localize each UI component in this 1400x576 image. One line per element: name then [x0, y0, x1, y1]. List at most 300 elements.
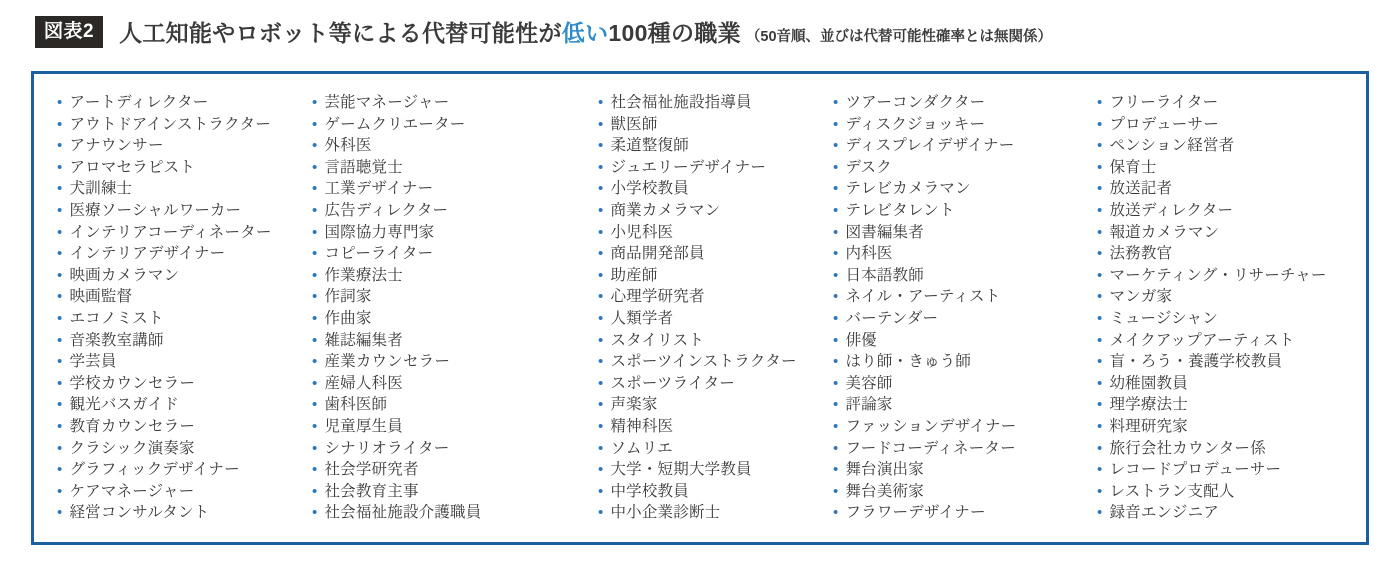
bullet-icon: •	[312, 158, 318, 176]
occupation-label: マンガ家	[1109, 288, 1173, 306]
occupation-item	[312, 416, 598, 438]
bullet-icon: •	[57, 353, 63, 371]
occupation-item	[312, 200, 598, 222]
occupation-label: 舞台演出家	[845, 461, 924, 479]
occupation-item	[598, 200, 833, 222]
bullet-icon: •	[598, 158, 604, 176]
bullet-icon: •	[598, 266, 604, 284]
occupation-item	[57, 308, 312, 330]
occupation-label: シナリオライター	[324, 439, 450, 457]
occupation-item	[833, 481, 1097, 503]
occupation-label: フラワーデザイナー	[845, 504, 986, 522]
occupation-label: ミュージシャン	[1109, 309, 1219, 327]
occupation-item	[312, 178, 598, 200]
bullet-icon: •	[1097, 461, 1103, 479]
occupation-label: 柔道整復師	[610, 137, 689, 155]
bullet-icon: •	[598, 417, 604, 435]
occupation-item	[57, 373, 312, 395]
bullet-icon: •	[598, 288, 604, 306]
occupation-item	[833, 200, 1097, 222]
bullet-icon: •	[57, 439, 63, 457]
occupation-item	[57, 243, 312, 265]
bullet-icon: •	[1097, 504, 1103, 522]
occupation-label: 内科医	[845, 245, 893, 263]
occupation-label: ケアマネージャー	[69, 482, 195, 500]
bullet-icon: •	[312, 504, 318, 522]
title-note: （50音順、並びは代替可能性確率とは無関係）	[745, 29, 1053, 45]
occupation-item	[598, 92, 833, 114]
bullet-icon: •	[57, 461, 63, 479]
occupation-label: 助産師	[610, 266, 658, 284]
figure-badge: 図表2	[35, 16, 103, 48]
occupation-item	[57, 286, 312, 308]
occupation-label: 美容師	[845, 374, 893, 392]
occupation-label: 理学療法士	[1109, 396, 1188, 414]
occupation-item	[1097, 157, 1356, 179]
title-suffix: 100種の職業	[608, 20, 741, 46]
bullet-icon: •	[598, 374, 604, 392]
occupation-item	[57, 200, 312, 222]
occupation-item	[1097, 200, 1356, 222]
occupation-item	[57, 114, 312, 136]
bullet-icon: •	[57, 396, 63, 414]
bullet-icon: •	[1097, 158, 1103, 176]
bullet-icon: •	[598, 223, 604, 241]
bullet-icon: •	[57, 309, 63, 327]
occupation-label: 評論家	[845, 396, 893, 414]
occupation-item	[833, 394, 1097, 416]
bullet-icon: •	[598, 201, 604, 219]
occupation-item	[57, 92, 312, 114]
occupation-item	[1097, 351, 1356, 373]
bullet-icon: •	[312, 266, 318, 284]
occupation-item	[57, 157, 312, 179]
bullet-icon: •	[57, 417, 63, 435]
occupation-item	[1097, 114, 1356, 136]
bullet-icon: •	[312, 439, 318, 457]
occupation-item	[598, 351, 833, 373]
bullet-icon: •	[1097, 417, 1103, 435]
occupation-item	[312, 394, 598, 416]
occupation-label: 音楽教室講師	[69, 331, 164, 349]
bullet-icon: •	[833, 504, 839, 522]
occupation-item	[312, 459, 598, 481]
occupation-label: 幼稚園教員	[1109, 374, 1188, 392]
occupation-item	[833, 92, 1097, 114]
occupation-label: 社会学研究者	[324, 461, 419, 479]
bullet-icon: •	[833, 331, 839, 349]
occupation-item	[57, 351, 312, 373]
occupation-label: レストラン支配人	[1109, 482, 1235, 500]
occupation-label: ペンション経営者	[1109, 137, 1235, 155]
occupation-item	[1097, 373, 1356, 395]
occupation-label: ディスプレイデザイナー	[845, 137, 1015, 155]
occupation-label: ファッションデザイナー	[845, 417, 1017, 435]
occupation-label: 学校カウンセラー	[69, 374, 196, 392]
occupation-item	[833, 265, 1097, 287]
bullet-icon: •	[57, 223, 63, 241]
occupation-label: 社会教育主事	[324, 482, 419, 500]
occupation-item	[598, 373, 833, 395]
bullet-icon: •	[598, 331, 604, 349]
bullet-icon: •	[598, 504, 604, 522]
occupation-item	[57, 459, 312, 481]
occupation-item	[598, 114, 833, 136]
bullet-icon: •	[57, 374, 63, 392]
occupation-item	[1097, 178, 1356, 200]
occupation-item	[312, 135, 598, 157]
occupation-label: アートディレクター	[69, 94, 209, 111]
occupation-item	[833, 438, 1097, 460]
bullet-icon: •	[598, 94, 604, 111]
occupation-label: 作詞家	[324, 288, 372, 306]
bullet-icon: •	[1097, 266, 1103, 284]
occupation-item	[312, 114, 598, 136]
occupation-label: ジュエリーデザイナー	[610, 158, 767, 176]
occupation-label: 作曲家	[324, 309, 372, 327]
occupation-item	[1097, 502, 1356, 524]
occupation-item	[57, 416, 312, 438]
occupation-label: 法務教官	[1109, 245, 1173, 263]
bullet-icon: •	[598, 180, 604, 198]
occupation-item	[598, 481, 833, 503]
occupation-item	[598, 265, 833, 287]
occupation-item	[1097, 308, 1356, 330]
bullet-icon: •	[833, 309, 839, 327]
occupation-label: テレビタレント	[845, 201, 955, 219]
occupation-label: ツアーコンダクター	[845, 94, 986, 111]
bullet-icon: •	[833, 223, 839, 241]
occupation-label: 図書編集者	[845, 223, 924, 241]
occupation-label: 盲・ろう・養護学校教員	[1109, 353, 1283, 371]
bullet-icon: •	[312, 353, 318, 371]
occupation-column-4	[833, 92, 1097, 542]
occupation-label: 精神科医	[610, 417, 674, 435]
occupation-label: 歯科医師	[324, 396, 388, 414]
occupation-label: 放送ディレクター	[1109, 201, 1234, 219]
occupation-item	[598, 178, 833, 200]
occupation-label: 経営コンサルタント	[69, 504, 210, 522]
occupation-label: 日本語教師	[845, 266, 924, 284]
occupation-item	[312, 92, 598, 114]
occupation-item	[1097, 394, 1356, 416]
occupation-label: スタイリスト	[610, 331, 705, 349]
bullet-icon: •	[833, 180, 839, 198]
bullet-icon: •	[598, 245, 604, 263]
occupation-item	[833, 330, 1097, 352]
occupation-label: ネイル・アーティスト	[845, 288, 1001, 306]
occupation-label: 録音エンジニア	[1109, 504, 1219, 522]
occupation-label: コピーライター	[324, 245, 434, 263]
occupation-item	[833, 243, 1097, 265]
occupation-label: デスク	[845, 158, 892, 176]
occupation-item	[833, 178, 1097, 200]
occupation-item	[312, 351, 598, 373]
occupation-label: フリーライター	[1109, 94, 1219, 111]
occupation-label: 商品開発部員	[610, 245, 705, 263]
bullet-icon: •	[598, 115, 604, 133]
occupation-label: ディスクジョッキー	[845, 115, 986, 133]
bullet-icon: •	[57, 137, 63, 155]
occupation-item	[1097, 92, 1356, 114]
bullet-icon: •	[1097, 94, 1103, 111]
occupation-label: 犬訓練士	[69, 180, 133, 198]
occupation-label: 雑誌編集者	[324, 331, 403, 349]
occupation-item	[833, 459, 1097, 481]
occupation-label: フードコーディネーター	[845, 439, 1016, 457]
bullet-icon: •	[312, 417, 318, 435]
occupation-item	[1097, 481, 1356, 503]
bullet-icon: •	[598, 396, 604, 414]
bullet-icon: •	[312, 331, 318, 349]
occupation-label: 小学校教員	[610, 180, 689, 198]
occupation-item	[598, 330, 833, 352]
occupation-label: スポーツライター	[610, 374, 735, 392]
occupation-label: 社会福祉施設指導員	[610, 94, 752, 111]
bullet-icon: •	[312, 288, 318, 306]
occupation-item	[1097, 243, 1356, 265]
bullet-icon: •	[598, 439, 604, 457]
bullet-icon: •	[57, 180, 63, 198]
occupation-item	[312, 265, 598, 287]
occupation-label: スポーツインストラクター	[610, 353, 797, 371]
bullet-icon: •	[57, 331, 63, 349]
occupation-label: メイクアップアーティスト	[1109, 331, 1295, 349]
bullet-icon: •	[1097, 223, 1103, 241]
occupation-label: 工業デザイナー	[324, 180, 434, 198]
occupation-item	[598, 222, 833, 244]
occupation-label: 国際協力専門家	[324, 223, 435, 241]
occupation-label: 社会福祉施設介護職員	[324, 504, 482, 522]
occupation-label: プロデューサー	[1109, 115, 1219, 133]
occupation-item	[598, 157, 833, 179]
occupation-label: 心理学研究者	[610, 288, 705, 306]
bullet-icon: •	[598, 353, 604, 371]
occupation-item	[833, 286, 1097, 308]
bullet-icon: •	[1097, 331, 1103, 349]
bullet-icon: •	[1097, 396, 1103, 414]
bullet-icon: •	[312, 396, 318, 414]
bullet-icon: •	[312, 201, 318, 219]
occupation-label: マーケティング・リサーチャー	[1109, 266, 1327, 284]
occupation-item	[598, 308, 833, 330]
occupation-item	[833, 351, 1097, 373]
occupation-item	[598, 135, 833, 157]
occupation-label: アロマセラピスト	[69, 158, 196, 176]
bullet-icon: •	[57, 94, 63, 111]
bullet-icon: •	[1097, 180, 1103, 198]
bullet-icon: •	[312, 223, 318, 241]
bullet-icon: •	[57, 482, 63, 500]
bullet-icon: •	[833, 201, 839, 219]
occupation-label: インテリアコーディネーター	[69, 223, 272, 241]
occupation-item	[833, 502, 1097, 524]
occupation-label: 産婦人科医	[324, 374, 403, 392]
occupation-item	[57, 178, 312, 200]
occupation-label: エコノミスト	[69, 309, 164, 327]
occupation-item	[312, 502, 598, 524]
occupation-item	[312, 157, 598, 179]
occupation-item	[312, 481, 598, 503]
occupation-label: 芸能マネージャー	[324, 94, 450, 111]
bullet-icon: •	[833, 288, 839, 306]
occupation-label: 報道カメラマン	[1109, 223, 1220, 241]
bullet-icon: •	[312, 94, 318, 111]
bullet-icon: •	[57, 201, 63, 219]
occupation-item	[57, 502, 312, 524]
bullet-icon: •	[833, 94, 839, 111]
occupation-item	[1097, 286, 1356, 308]
occupation-item	[1097, 265, 1356, 287]
occupation-item	[312, 330, 598, 352]
bullet-icon: •	[1097, 353, 1103, 371]
occupation-item	[598, 243, 833, 265]
bullet-icon: •	[833, 461, 839, 479]
occupation-label: 獣医師	[610, 115, 658, 133]
occupation-item	[312, 222, 598, 244]
bullet-icon: •	[1097, 374, 1103, 392]
occupation-label: アウトドアインストラクター	[69, 115, 271, 133]
occupation-item	[57, 222, 312, 244]
occupation-item	[598, 502, 833, 524]
bullet-icon: •	[1097, 245, 1103, 263]
occupation-label: アナウンサー	[69, 137, 164, 155]
bullet-icon: •	[312, 245, 318, 263]
occupation-label: 保育士	[1109, 158, 1157, 176]
bullet-icon: •	[598, 482, 604, 500]
occupation-item	[57, 394, 312, 416]
occupation-item	[312, 308, 598, 330]
bullet-icon: •	[312, 374, 318, 392]
occupation-label: 大学・短期大学教員	[610, 461, 752, 479]
occupation-label: インテリアデザイナー	[69, 245, 226, 263]
bullet-icon: •	[598, 461, 604, 479]
bullet-icon: •	[1097, 137, 1103, 155]
occupation-label: 放送記者	[1109, 180, 1173, 198]
bullet-icon: •	[833, 396, 839, 414]
bullet-icon: •	[312, 180, 318, 198]
occupation-item	[312, 243, 598, 265]
occupation-column-2	[312, 92, 598, 542]
occupation-label: 旅行会社カウンター係	[1109, 439, 1266, 457]
occupation-label: 産業カウンセラー	[324, 353, 451, 371]
bullet-icon: •	[833, 439, 839, 457]
occupation-item	[1097, 135, 1356, 157]
bullet-icon: •	[57, 115, 63, 133]
occupation-label: 商業カメラマン	[610, 201, 721, 219]
occupation-label: 教育カウンセラー	[69, 417, 196, 435]
bullet-icon: •	[1097, 309, 1103, 327]
occupation-label: 言語聴覚士	[324, 158, 403, 176]
occupation-item	[1097, 459, 1356, 481]
occupation-label: ゲームクリエーター	[324, 115, 466, 133]
occupation-item	[57, 481, 312, 503]
occupation-item	[598, 394, 833, 416]
occupation-label: 小児科医	[610, 223, 674, 241]
occupation-label: バーテンダー	[845, 309, 939, 327]
occupation-label: 映画カメラマン	[69, 266, 180, 284]
bullet-icon: •	[57, 245, 63, 263]
occupation-item	[57, 330, 312, 352]
bullet-icon: •	[57, 158, 63, 176]
occupation-item	[1097, 222, 1356, 244]
occupation-item	[598, 459, 833, 481]
occupation-label: レコードプロデューサー	[1109, 461, 1282, 479]
occupation-label: 学芸員	[69, 353, 117, 371]
occupation-label: 映画監督	[69, 288, 133, 306]
bullet-icon: •	[833, 353, 839, 371]
bullet-icon: •	[1097, 201, 1103, 219]
occupation-item	[833, 416, 1097, 438]
bullet-icon: •	[1097, 288, 1103, 306]
occupation-label: 作業療法士	[324, 266, 403, 284]
occupation-label: 声楽家	[610, 396, 658, 414]
occupation-label: 外科医	[324, 137, 372, 155]
bullet-icon: •	[312, 309, 318, 327]
occupation-label: はり師・きゅう師	[845, 353, 972, 371]
bullet-icon: •	[312, 137, 318, 155]
occupation-label: 俳優	[845, 331, 877, 349]
bullet-icon: •	[833, 374, 839, 392]
occupation-item	[833, 308, 1097, 330]
occupation-label: 中小企業診断士	[610, 504, 721, 522]
occupation-label: テレビカメラマン	[845, 180, 971, 198]
occupation-label: 中学校教員	[610, 482, 689, 500]
occupation-item	[312, 286, 598, 308]
bullet-icon: •	[312, 115, 318, 133]
title-prefix: 人工知能やロボット等による代替可能性が	[119, 20, 562, 46]
occupation-label: 児童厚生員	[324, 417, 403, 435]
bullet-icon: •	[833, 137, 839, 155]
occupation-label: クラシック演奏家	[69, 439, 195, 457]
occupation-item	[598, 416, 833, 438]
occupation-item	[833, 373, 1097, 395]
title-highlight: 低い	[561, 20, 609, 46]
occupation-item	[57, 265, 312, 287]
bullet-icon: •	[833, 266, 839, 284]
occupation-item	[833, 222, 1097, 244]
bullet-icon: •	[57, 266, 63, 284]
bullet-icon: •	[833, 245, 839, 263]
occupation-column-3	[598, 92, 833, 542]
occupation-item	[833, 114, 1097, 136]
occupation-item	[598, 286, 833, 308]
bullet-icon: •	[312, 482, 318, 500]
occupation-item	[1097, 438, 1356, 460]
occupation-item	[57, 135, 312, 157]
occupation-column-5	[1097, 92, 1356, 542]
occupation-item	[833, 135, 1097, 157]
occupation-list-box	[31, 71, 1369, 545]
occupation-item	[833, 157, 1097, 179]
bullet-icon: •	[57, 504, 63, 522]
bullet-icon: •	[833, 482, 839, 500]
occupation-item	[312, 438, 598, 460]
occupation-label: ソムリエ	[610, 439, 673, 457]
bullet-icon: •	[1097, 482, 1103, 500]
bullet-icon: •	[833, 115, 839, 133]
bullet-icon: •	[598, 137, 604, 155]
bullet-icon: •	[598, 309, 604, 327]
occupation-item	[1097, 416, 1356, 438]
bullet-icon: •	[833, 158, 839, 176]
bullet-icon: •	[833, 417, 839, 435]
occupation-item	[57, 438, 312, 460]
occupation-item	[1097, 330, 1356, 352]
bullet-icon: •	[1097, 115, 1103, 133]
occupation-column-1	[57, 92, 312, 542]
figure-title	[119, 15, 1052, 48]
